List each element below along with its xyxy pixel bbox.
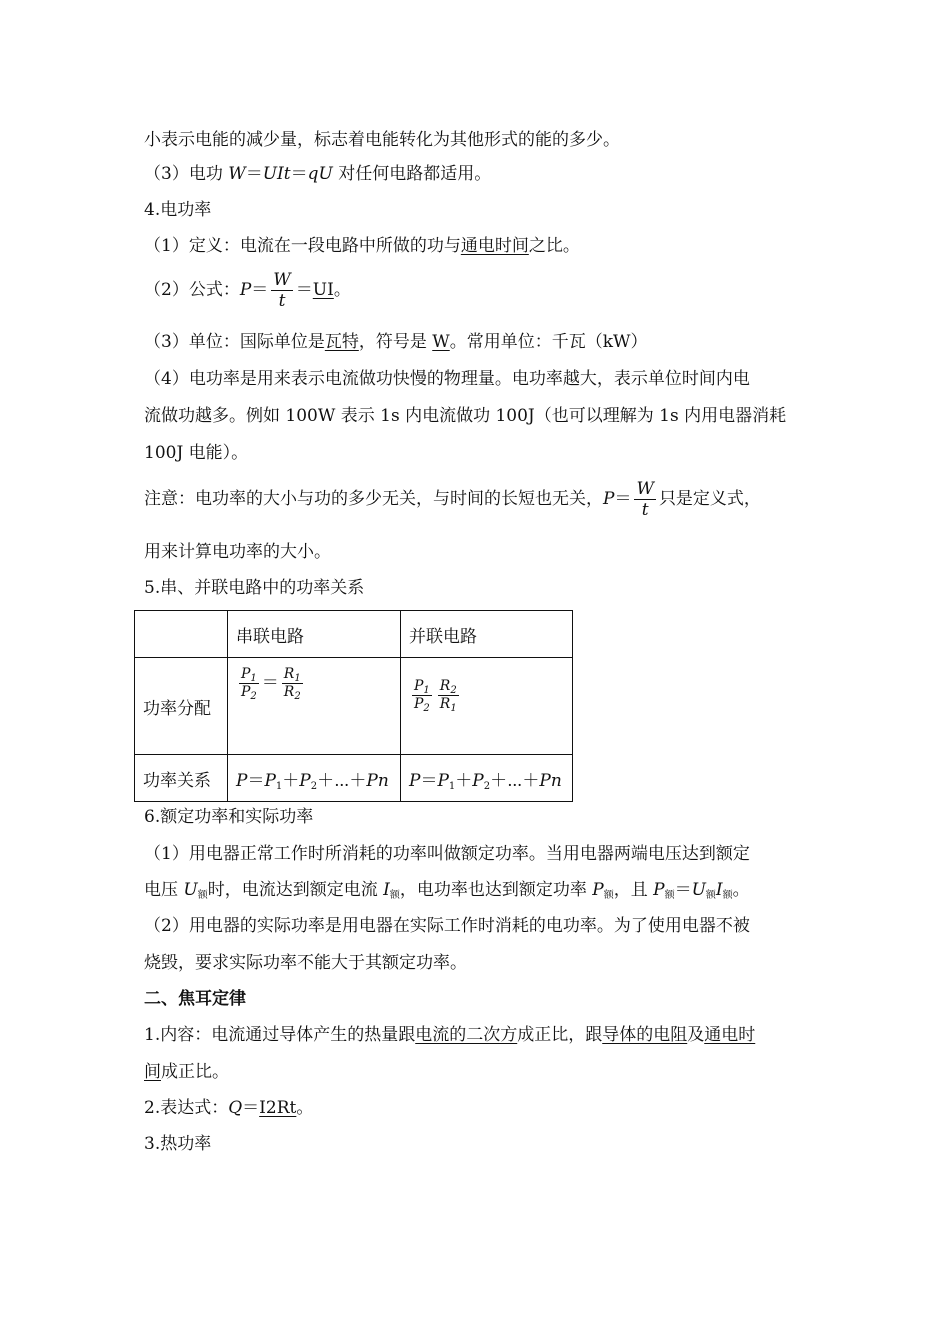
series-relation-cell: $P=P_1+P_2+\cdots+Pn$ [228,755,401,802]
math-var: P [239,280,252,300]
paragraph-line: 用来计算电功率的大小。 [144,542,331,562]
blank-answer: 导体的电阻 [602,1025,688,1045]
text: （2）公式： [144,280,240,300]
blank-answer: 电流的二次方 [415,1025,518,1045]
fraction [239,666,259,701]
paragraph-line [144,234,580,258]
chapter-heading: 二、焦耳定律 [144,989,246,1009]
text: （3）单位：国际单位是 [144,332,325,352]
text: 注意：电功率的大小与功的多少无关，与时间的长短也无关， [144,489,603,509]
math-op: ＝ [295,280,313,300]
math-op: ＝ [614,489,632,509]
fraction-denominator: $P_2$ [241,684,257,702]
fraction [412,678,432,713]
text: （3）电功 [144,164,229,184]
text: 之比。 [528,236,580,256]
fraction-numerator: W [273,270,291,290]
fraction-numerator: $R_2$ [439,678,457,696]
math-op: ＝ [261,673,279,693]
text: 只是定义式， [658,489,761,509]
paragraph-line: （1）用电器正常工作时所消耗的功率叫做额定功率。当用电器两端电压达到额定 [144,844,750,864]
fraction [634,479,655,520]
paragraph-line: 2.表达式：Q＝I2Rt。 [144,1098,314,1118]
paragraph-line: 流做功越多。例如 100W 表示 1s 内电流做功 100J（也可以理解为 1s 内用电器消耗 [144,406,787,426]
section-heading: 3.热功率 [144,1134,212,1154]
fraction-denominator: $R_1$ [439,696,457,714]
blank-answer: I2Rt [259,1098,297,1118]
text: 。 [333,280,351,300]
fraction-denominator: $R_2$ [283,684,301,702]
table-cell [135,611,228,658]
math-var: W [228,164,246,184]
text: 。常用单位：千瓦（kW） [449,332,648,352]
fraction [282,666,303,701]
blank-answer: 间 [144,1062,161,1082]
fraction-denominator: $P_2$ [414,696,430,714]
fraction-denominator: t [641,500,649,520]
paragraph-line: 1.内容：电流通过导体产生的热量跟电流的二次方成正比，跟导体的电阻及通电时 [144,1025,756,1045]
text: 对任何电路都适用。 [332,164,492,184]
paragraph-line: 小表示电能的减少量，标志着电能转化为其他形式的能的多少。 [144,130,620,150]
paragraph-line: （2）用电器的实际功率是用电器在实际工作时消耗的电功率。为了使用电器不被 [144,916,750,936]
power-relation-table [134,610,573,802]
paragraph-line: （4）电功率是用来表示电流做功快慢的物理量。电功率越大，表示单位时间内电 [144,369,750,389]
table-row-label: 功率分配 [135,658,228,755]
blank-answer: 通电时间 [460,236,529,256]
text: （1）定义：电流在一段电路中所做的功与 [144,236,461,256]
note-line [144,477,761,521]
series-ratio-cell [228,658,401,755]
paragraph-line [144,162,491,186]
section-heading: 6.额定功率和实际功率 [144,807,314,827]
fraction-numerator: $P_1$ [241,666,257,684]
paragraph-line: 100J 电能）。 [144,443,249,463]
table-row [135,658,573,755]
math-op: ＝ [245,164,263,184]
blank-answer: UI [312,280,334,300]
section-heading: 5.串、并联电路中的功率关系 [144,578,365,598]
table-row-label: 功率关系 [135,755,228,802]
blank-answer: W [432,332,450,352]
paragraph-line [144,330,648,354]
fraction-numerator: $P_1$ [414,678,430,696]
blank-answer: 通电时 [704,1025,756,1045]
table-header-cell: 并联电路 [401,611,573,658]
paragraph-line: 烧毁，要求实际功率不能大于其额定功率。 [144,953,467,973]
parallel-relation-cell: $P=P_1+P_2+\cdots+Pn$ [401,755,573,802]
math-var: qU [307,164,333,184]
parallel-ratio-cell [401,658,573,755]
math-var: P [603,489,615,509]
math-var: UIt [262,164,291,184]
fraction [271,270,292,311]
section-heading: 4.电功率 [144,200,212,220]
table-row [135,611,573,658]
formula-line [144,270,351,311]
fraction-numerator: W [636,479,654,499]
fraction [438,678,459,713]
text: ，符号是 [358,332,433,352]
table-header-cell: 串联电路 [228,611,401,658]
blank-answer: 瓦特 [324,332,359,352]
math-op: ＝ [251,280,269,300]
paragraph-line: 间成正比。 [144,1062,229,1082]
math-op: ＝ [290,164,308,184]
fraction-denominator: t [278,291,286,311]
fraction-numerator: $R_1$ [283,666,301,684]
paragraph-line: 电压 $U_额$时，电流达到额定电流 $I_额$，电功率也达到额定功率 $P_额$，且 $P_额=U_额I_额$。 [144,880,750,901]
table-row [135,755,573,802]
